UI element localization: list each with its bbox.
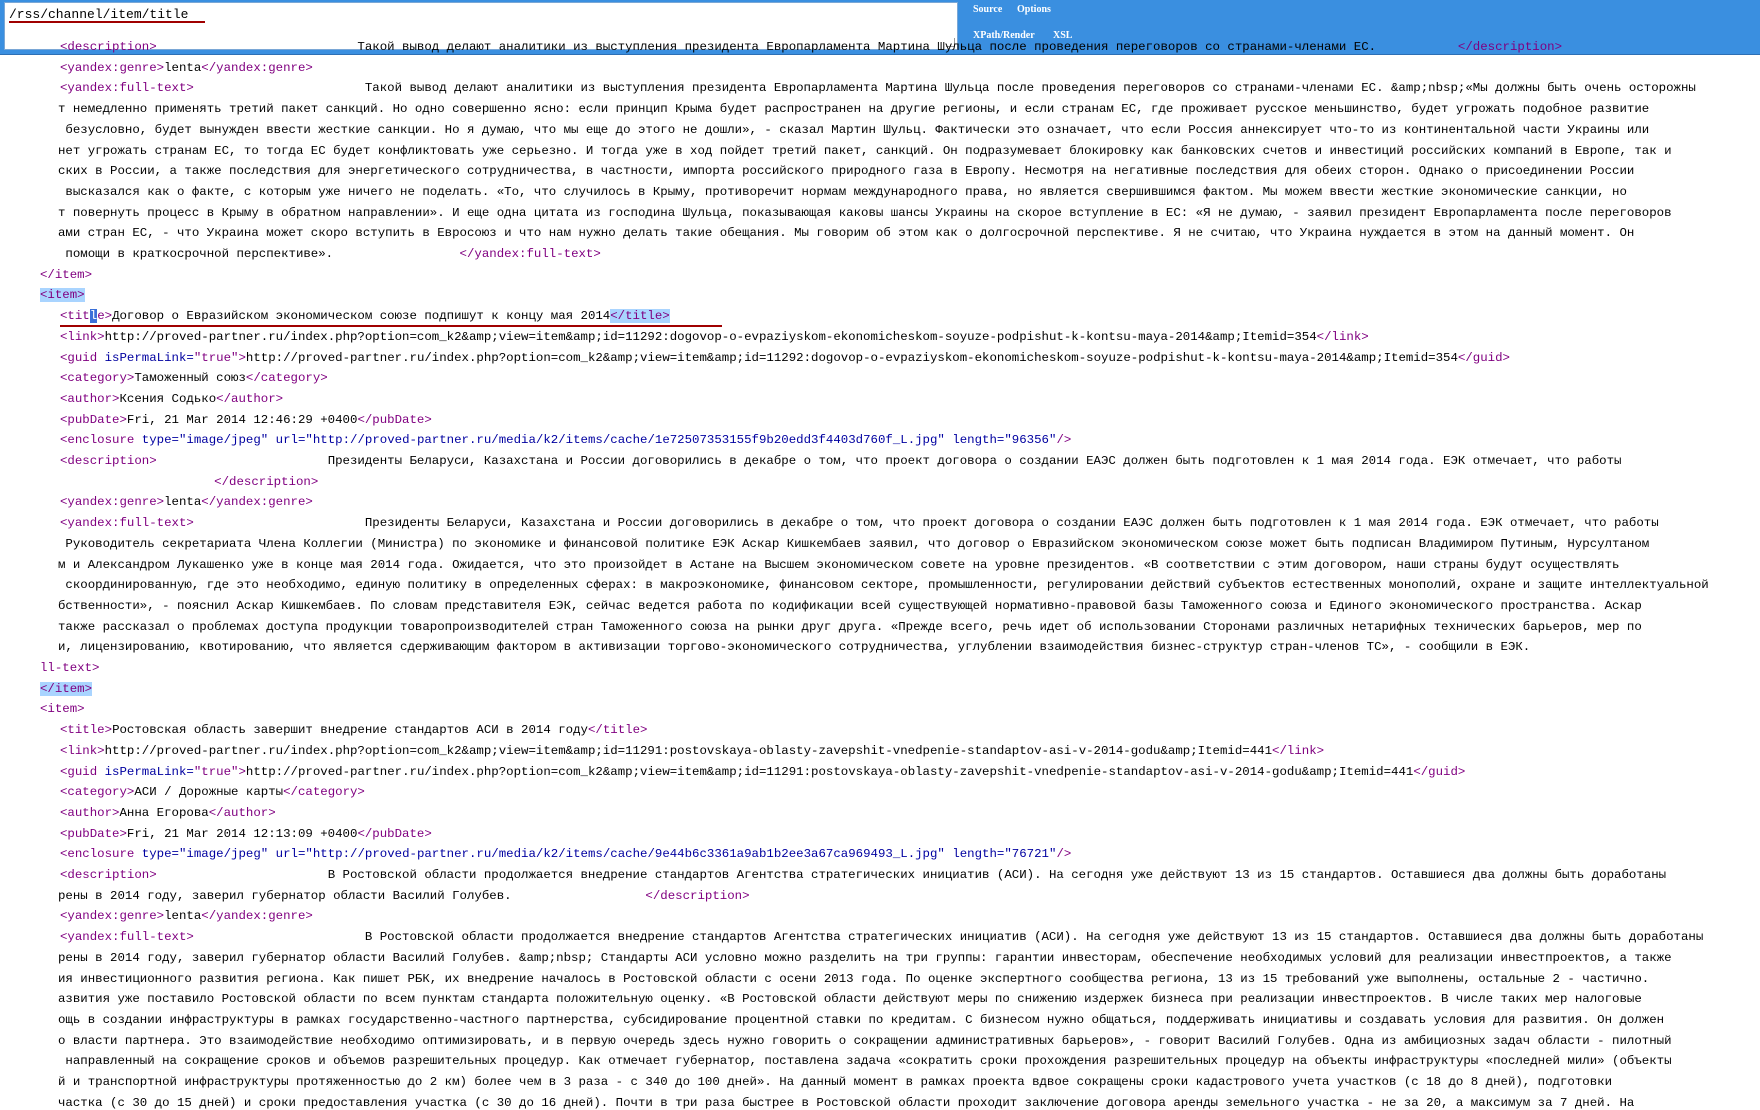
xpath-underline [9, 21, 205, 23]
tag-token: </pubDate> [357, 826, 432, 841]
tag-token: </pubDate> [357, 412, 432, 427]
tag-token: <author> [60, 391, 120, 406]
tag-token: <author> [60, 805, 120, 820]
attribute-token: isPermaLink= [104, 350, 194, 365]
source-line [58, 475, 318, 489]
tag-token: ll-text> [40, 661, 100, 675]
xsl-link[interactable]: XSL [1053, 30, 1073, 41]
source-line [60, 392, 283, 406]
text-node: Ростовская область завершит внедрение стандартов АСИ в 2014 году [112, 723, 588, 738]
source-line [60, 930, 1703, 944]
text-node: http://proved-partner.ru/index.php?option=com_k2&amp;view=item&amp;id=11291:postovskaya-oblasty-zavepshit-vnedpenie-standaptov-asi-v-2014-godu&amp;Itemid=441 [104, 743, 1273, 758]
text-node: о власти партнера. Это взаимодействие необходимо оптимизировать, и в первую очередь здесь нужно говорить о сокращении административных барьеров», - говорит Василий Голубев. Одна из амбициозных задач области - пилотный [58, 1033, 1672, 1048]
text-node: Ксения Содько [119, 391, 217, 406]
attribute-token: "image/jpeg" [178, 847, 276, 862]
source-link[interactable]: Source [973, 4, 1003, 15]
text-node: http://proved-partner.ru/index.php?option=com_k2&amp;view=item&amp;id=11291:postovskaya-oblasty-zavepshit-vnedpenie-standaptov-asi-v-2014-godu&amp;Itemid=441 [245, 764, 1414, 779]
source-line [58, 992, 1642, 1006]
tag-token: </yandex:full-text> [459, 247, 601, 261]
source-line [58, 102, 1649, 116]
text-node: м и Александром Лукашенко уже в конце мая 2014 года. Ожидается, что это произойдет в Астане на Высшем экономическом совете на уровне президентов. «В соответствии с этим договором, наши страны будут осуществлять [58, 557, 1620, 572]
attribute-token: "96356" [1004, 433, 1057, 448]
attribute-token: length= [952, 847, 1005, 862]
xpath-render-link[interactable]: XPath/Render [973, 30, 1035, 41]
tag-token: </category> [283, 785, 365, 800]
source-line [60, 351, 1510, 365]
text-node: http://proved-partner.ru/index.php?option=com_k2&amp;view=item&amp;id=11292:dogovop-o-evpaziyskom-ekonomicheskom-soyuze-podpishut-k-kontsu-maya-2014&amp;Itemid=354 [104, 329, 1317, 344]
text-node: Президенты Беларуси, Казахстана и России договорились в декабре о том, что проект договора о создании ЕАЭС должен быть подготовлен к 1 мая 2014 года. ЕЭК отмечает, что работы [156, 454, 1622, 468]
text-node: рены в 2014 году, заверил губернатор области Василий Голубев. [58, 888, 646, 903]
text-node: Договор о Евразийском экономическом союзе подпишут к концу мая 2014 [112, 309, 611, 324]
tag-token: "true" [193, 764, 239, 779]
text-node: Анна Егорова [119, 805, 209, 820]
tag-token: <enclosure [60, 433, 142, 448]
tag-token: /> [1056, 433, 1072, 448]
source-line [60, 413, 432, 427]
text-node: ия инвестиционного развития региона. Как пишет РБК, их внедрение началось в Ростовской области с осени 2013 года. По оценке экспертного сообщества региона, 13 из 15 требований уже выполнены, остальные 2 - частично. [58, 971, 1650, 986]
tag-token: </link> [1316, 329, 1369, 344]
text-node: ами стран ЕС, - что Украина может скоро вступить в Евросоюз и что нам нужно делать такие обещания. Мы говорим об этом как о долгосрочной перспективе. Я не считаю, что Украина нуждается в этом на данный момент. Он [58, 226, 1635, 241]
source-line [58, 185, 1627, 199]
text-node: также рассказал о проблемах доступа продукции товаропроизводителей стран Таможенного союза на рынки друг друга. «Прежде всего, речь идет об использовании Сторонами различных нетарифных технических барьеров, мер по [58, 619, 1642, 634]
source-line [58, 951, 1672, 965]
tag-token: <category> [60, 785, 135, 800]
tag-token: <enclosure [60, 847, 142, 862]
source-line [60, 433, 1071, 447]
text-node: lenta [164, 495, 202, 510]
text-node: нет угрожать странам ЕС, то тогда ЕС будет конфликтовать уже серьезно. И тогда уже в ход пойдет третий пакет, санкций. Он подразумевает блокировку как банковских счетов и инвестиций российских компаний в Европе, так и [58, 143, 1672, 158]
source-line [58, 206, 1672, 220]
text-node: Fri, 21 Mar 2014 12:13:09 +0400 [126, 826, 358, 841]
tag-token: <category> [60, 371, 135, 386]
source-line [60, 806, 276, 820]
tag-token: </description> [645, 888, 750, 903]
tag-token: l [89, 309, 98, 324]
tag-token: <yandex:genre> [60, 495, 165, 510]
attribute-token: "image/jpeg" [178, 433, 276, 448]
tag-token: e> [97, 309, 113, 324]
source-line [58, 226, 1634, 240]
source-line [60, 454, 1621, 468]
source-line [60, 827, 432, 841]
text-node: Руководитель секретариата Члена Коллегии (Министра) по экономике и финансовой политике ЕЭК Аскар Кишкембаев заявил, что договор о Евразийском экономическом союзе может быть подписан Владимиром Путиным, Нурсултаном [58, 536, 1650, 551]
tag-token: <title> [60, 723, 113, 738]
tag-token: <pubDate> [60, 826, 127, 841]
source-line [58, 1034, 1672, 1048]
tag-token: "true" [193, 350, 239, 365]
text-node: Fri, 21 Mar 2014 12:46:29 +0400 [126, 412, 358, 427]
tag-token: </guid> [1413, 764, 1466, 779]
tag-token: <link> [60, 329, 105, 344]
source-line [58, 123, 1649, 137]
text-node: Таможенный союз [134, 371, 246, 386]
source-line [60, 744, 1324, 758]
attribute-token: type= [141, 433, 179, 448]
attribute-token: "http://proved-partner.ru/media/k2/items/cache/1e72507353155f9b20edd3f4403d760f_L.jpg" [305, 433, 953, 448]
tag-token: </title> [587, 723, 648, 738]
tag-token: </description> [1457, 40, 1563, 54]
source-line [40, 702, 85, 716]
attribute-token: isPermaLink= [104, 764, 194, 779]
tag-token: <description> [60, 868, 157, 882]
source-line [58, 620, 1642, 634]
attribute-token: type= [141, 847, 179, 862]
tag-token: <pubDate> [60, 412, 127, 427]
source-line [58, 1075, 1612, 1089]
tag-token: </author> [208, 805, 276, 820]
tag-token: </guid> [1457, 350, 1510, 365]
text-node: Президенты Беларуси, Казахстана и России договорились в декабре о том, что проект договора о создании ЕАЭС должен быть подготовлен к 1 мая 2014 года. ЕЭК отмечает, что работы [193, 516, 1659, 531]
source-line [40, 661, 100, 675]
tag-token: <description> [60, 40, 157, 54]
tag-token: <tit [60, 309, 90, 324]
tag-token: <item> [40, 702, 85, 717]
tag-token: <guid [60, 764, 105, 779]
tag-token: > [238, 350, 246, 365]
source-line [58, 537, 1649, 551]
text-node: ских в России, а также последствия для энергетического сотрудничества, в частности, импорта российского природного газа в Европу. Несмотря на негативные последствия для обеих сторон. Однако о присоединении России [58, 164, 1635, 179]
attribute-token: url= [275, 847, 306, 862]
source-line [60, 40, 1562, 54]
source-line [60, 723, 647, 737]
text-node: lenta [164, 60, 202, 75]
text-node: и, лицензированию, квотированию, что является сдерживающим фактором в активизации торгово-экономического сотрудничества, углублении взаимодействия бизнес-структур стран-членов ТС», - сообщили в ЕЭК. [58, 640, 1531, 655]
xml-source-view[interactable] [0, 40, 1760, 1110]
text-node: помощи в краткосрочной перспективе». [58, 247, 460, 261]
attribute-token: "http://proved-partner.ru/media/k2/items/cache/9e44b6c3361a9ab1b2ee3a67ca969493_L.jpg" [305, 847, 953, 862]
source-line [60, 309, 670, 323]
tag-token: </yandex:genre> [201, 60, 313, 75]
text-node: http://proved-partner.ru/index.php?option=com_k2&amp;view=item&amp;id=11292:dogovop-o-evpaziyskom-ekonomicheskom-soyuze-podpishut-k-kontsu-maya-2014&amp;Itemid=354 [245, 350, 1458, 365]
source-line [58, 640, 1530, 654]
source-line [58, 144, 1672, 158]
attribute-token: length= [952, 433, 1005, 448]
source-line [58, 889, 750, 903]
options-link[interactable]: Options [1017, 4, 1051, 15]
tag-token: </yandex:genre> [201, 495, 313, 510]
text-node: безусловно, будет вынужден ввести жесткие санкции. Но я думаю, что мы еще до этого не дошли», - сказал Мартин Шульц. Фактически это означает, что если Россия аннексирует что-то из континентальной части Украины или [58, 122, 1650, 137]
tag-token: <guid [60, 350, 105, 365]
tag-token: <item> [40, 288, 85, 303]
text-node [58, 475, 214, 489]
selected-title-underline [60, 325, 722, 327]
text-node: бственности», - пояснил Аскар Кишкембаев. По словам представителя ЕЭК, сейчас ведется работа по кодификации всей существующей нормативно-правовой базы Таможенного союза и Единого экономического пространства. Аскар [58, 598, 1642, 613]
text-node: т немедленно применять третий пакет санкций. Но одно совершенно ясно: если принцип Крыма будет распространен на другие регионы, и если странам ЕС, где проживает русское меньшинство, будет угрожать подобное развитие [58, 102, 1650, 117]
tag-token: </author> [216, 391, 284, 406]
tag-token: > [238, 764, 246, 779]
source-line [58, 1096, 1634, 1110]
tag-token: <yandex:full-text> [60, 81, 194, 96]
tag-token: </category> [245, 371, 328, 386]
source-line [60, 868, 1666, 882]
text-node: направленный на сокращение сроков и объемов разрешительных процедур. Как отмечает губернатор, поставлена задача «сократить сроки прохождения разрешительных процедур на объекты инфраструктуры «последней мили» (объекты [58, 1054, 1672, 1069]
text-node: lenta [164, 909, 202, 924]
source-line [60, 495, 313, 509]
text-node: высказался как о факте, с которым уже ничего не поделать. «То, что случилось в Крыму, противоречит нормам международного права, но является свершившимся фактом. Мы можем ввести жесткие экономические санкции, но [58, 184, 1627, 199]
attribute-token: "76721" [1004, 847, 1057, 862]
source-line [60, 516, 1659, 530]
source-line [40, 288, 85, 302]
tag-token: <description> [60, 454, 157, 468]
source-line [58, 558, 1619, 572]
tag-token: </yandex:genre> [201, 909, 313, 924]
tag-token: </description> [214, 474, 319, 489]
text-node: В Ростовской области продолжается внедрение стандартов Агентства стратегических инициатив (АСИ). На сегодня уже действуют 13 из 15 стандартов. Оставшиеся два должны быть доработаны [156, 868, 1667, 882]
source-line [58, 972, 1649, 986]
tag-token: <yandex:genre> [60, 909, 165, 924]
tag-token: </title> [610, 309, 670, 324]
tag-token: /> [1056, 847, 1072, 862]
text-node: й и транспортной инфраструктуры протяженностью до 2 км) более чем в 3 раза - с 340 до 100 дней». На данный момент в рамках проекта вдвое сокращены сроки кадастрового учета участков (с 18 до 8 дней), подготовки [58, 1075, 1613, 1089]
source-line [40, 268, 92, 282]
tag-token: </item> [40, 267, 93, 282]
source-line [60, 371, 328, 385]
source-line [58, 247, 601, 261]
source-line [60, 330, 1369, 344]
text-node: Такой вывод делают аналитики из выступления президента Европарламента Мартина Шульца после проведения переговоров со странами-членами ЕС. &amp;nbsp;«Мы должны быть очень осторожны [193, 81, 1696, 96]
tag-token: <yandex:full-text> [60, 930, 194, 945]
text-node: АСИ / Дорожные карты [134, 785, 284, 800]
source-line [58, 599, 1642, 613]
text-node: частка (с 30 до 15 дней) и сроки предоставления участка (с 30 до 16 дней). Почти в три раза быстрее в Ростовской области проходит заключение договора аренды земельного участка - не за 20, а максимум за 7 дней. На [58, 1095, 1635, 1110]
source-line [40, 682, 92, 696]
text-node: скоординированную, где это необходимо, единую политику в определенных сферах: в макроэкономике, финансовом секторе, промышленности, регулировании действий субъектов естественных монополий, охране и защите интеллектуальной [58, 578, 1709, 593]
text-node: т повернуть процесс в Крыму в обратном направлении». И еще одна цитата из господина Шульца, показывающая каковы шансы Украины на скорое вступление в ЕС: «Я не думаю, - заявил президент Европарламента после переговоров [58, 205, 1672, 220]
source-line [60, 785, 365, 799]
source-line [58, 1054, 1672, 1068]
source-line [60, 765, 1465, 779]
source-line [60, 909, 313, 923]
text-node: ощь в создании инфраструктуры в рамках государственно-частного партнерства, субсидирование процентной ставки по кредитам. С бизнесом нужно общаться, поддерживать инициативы и создавать условия для развития. Он должен [58, 1012, 1665, 1027]
tag-token: <link> [60, 743, 105, 758]
tag-token: <yandex:genre> [60, 60, 165, 75]
text-node: азвития уже поставило Ростовской области по всем пунктам стандарта положительную оценку. «В Ростовской области действуют меры по снижению издержек бизнеса при реализации инвестпроектов. В числе таких мер налоговые [58, 992, 1642, 1007]
text-node: В Ростовской области продолжается внедрение стандартов Агентства стратегических инициатив (АСИ). На сегодня уже действуют 13 из 15 стандартов. Оставшиеся два должны быть доработаны [193, 930, 1704, 945]
source-line [58, 164, 1634, 178]
text-node: рены в 2014 году, заверил губернатор области Василий Голубев. &amp;nbsp; Стандарты АСИ условно можно разделить на три группы: гарантии инвесторам, обеспечение необходимых условий для реализации инвестпроектов, а также [58, 950, 1672, 965]
text-node: Такой вывод делают аналитики из выступления президента Европарламента Мартина Шульца после проведения переговоров со странами-членами ЕС. [156, 40, 1458, 54]
source-line [58, 1013, 1664, 1027]
tag-token: </link> [1272, 743, 1325, 758]
source-line [60, 61, 313, 75]
tag-token: </item> [40, 681, 93, 696]
tag-token: <yandex:full-text> [60, 516, 194, 531]
attribute-token: url= [275, 433, 306, 448]
source-line [58, 578, 1709, 592]
source-line [60, 847, 1071, 861]
source-line [60, 81, 1696, 95]
